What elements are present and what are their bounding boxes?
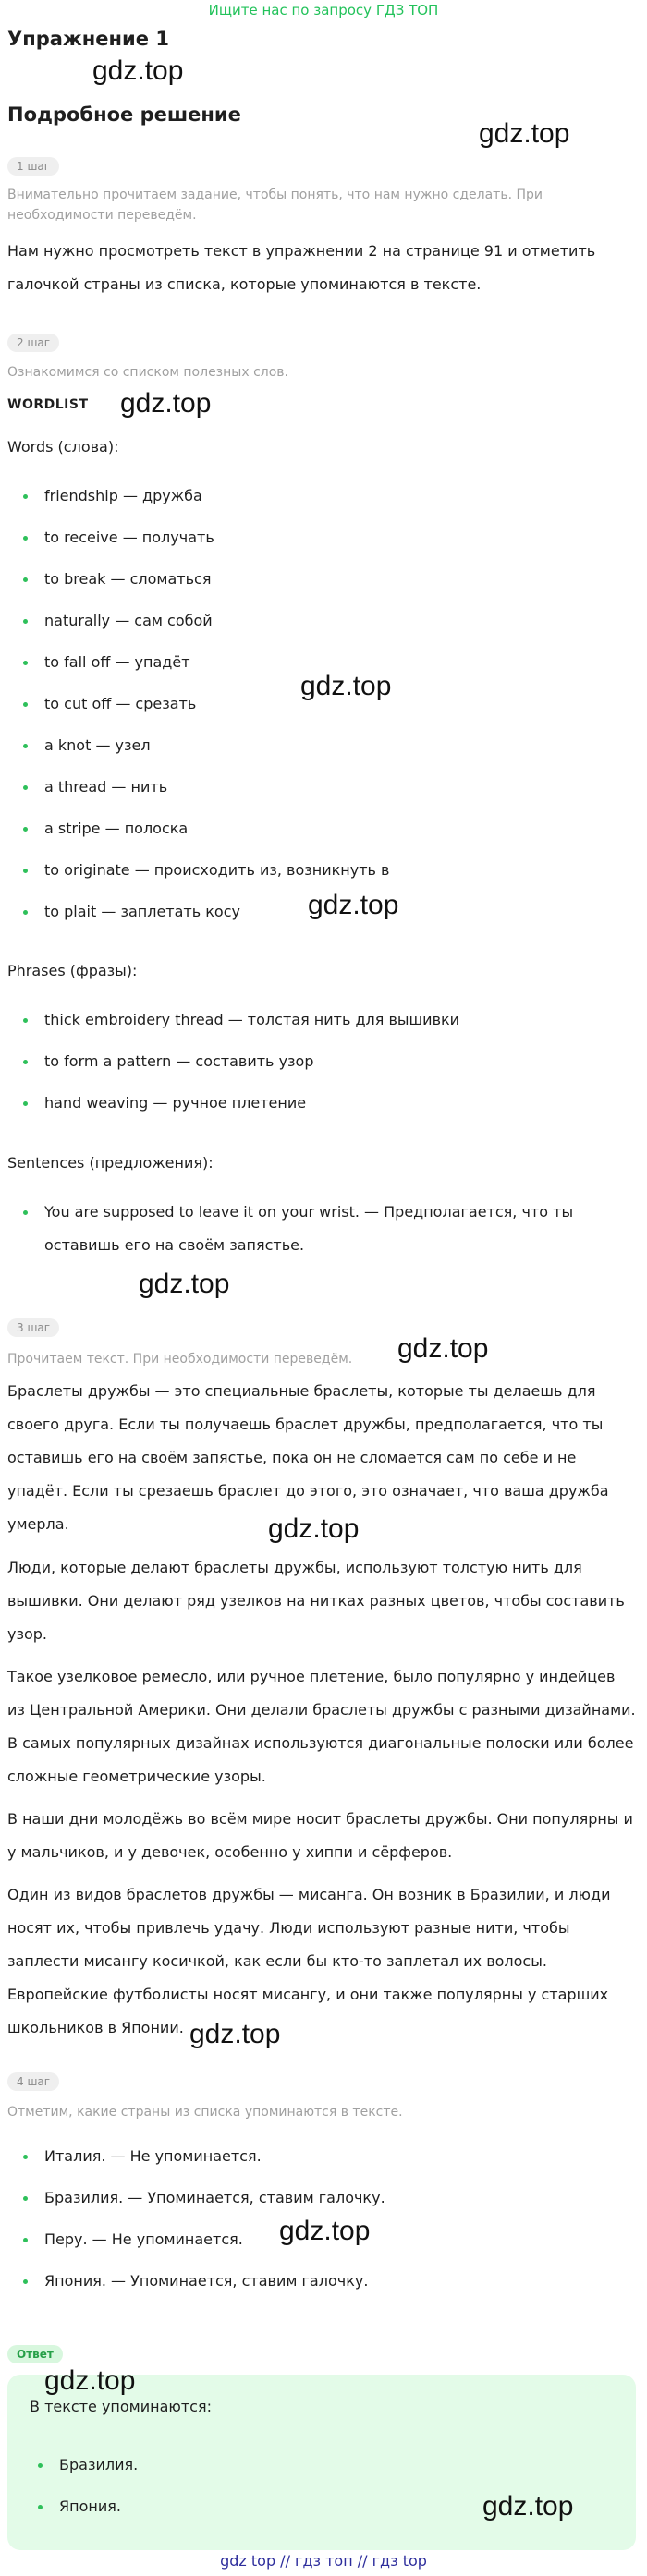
- list-item: a stripe — полоска: [7, 812, 636, 854]
- promo-banner: Ищите нас по запросу ГДЗ ТОП: [208, 2, 439, 18]
- watermark: gdz.top: [92, 55, 184, 86]
- list-item: Бразилия.: [22, 2448, 614, 2490]
- watermark: gdz.top: [139, 1269, 230, 1299]
- watermark: gdz.top: [268, 1513, 360, 1544]
- wordlist-heading: WORDLIST: [7, 397, 89, 412]
- list-item: thick embroidery thread — толстая нить для вышивки: [7, 1003, 636, 1045]
- list-item: friendship — дружба: [7, 480, 636, 521]
- watermark: gdz.top: [397, 1333, 489, 1364]
- phrases-heading: Phrases (фразы):: [7, 962, 138, 979]
- section-title: Подробное решение: [7, 103, 241, 126]
- watermark: gdz.top: [482, 2491, 574, 2521]
- list-item: You are supposed to leave it on your wrist. — Предполагается, что ты оставишь его на своём запястье.: [7, 1196, 636, 1262]
- watermark: gdz.top: [479, 118, 570, 149]
- phrases-list: [7, 1003, 636, 1128]
- list-item: to form a pattern — составить узор: [7, 1045, 636, 1087]
- sentences-heading: Sentences (предложения):: [7, 1154, 214, 1172]
- list-item: to cut off — срезать: [7, 687, 636, 729]
- list-item: hand weaving — ручное плетение: [7, 1087, 636, 1128]
- list-item: to plait — заплетать косу: [7, 895, 636, 937]
- list-item: Япония. — Упоминается, ставим галочку.: [7, 2265, 636, 2306]
- watermark: gdz.top: [279, 2216, 371, 2246]
- list-item: Перу. — Не упоминается.: [7, 2223, 636, 2265]
- step-hint: Ознакомимся со списком полезных слов.: [7, 365, 288, 380]
- list-item: naturally — сам собой: [7, 604, 636, 646]
- list-item: Бразилия. — Упоминается, ставим галочку.: [7, 2181, 636, 2223]
- paragraph: Люди, которые делают браслеты дружбы, используют толстую нить для вышивки. Они делают ряд узелков на нитках разных цветов, чтобы составить узор.: [7, 1559, 625, 1643]
- list-item: to break — сломаться: [7, 563, 636, 604]
- sentences-list: [7, 1196, 636, 1262]
- watermark: gdz.top: [300, 671, 392, 701]
- watermark: gdz.top: [120, 388, 212, 419]
- words-heading: Words (слова):: [7, 438, 119, 456]
- list-item: a knot — узел: [7, 729, 636, 771]
- paragraph: Такое узелковое ремесло, или ручное плетение, было популярно у индейцев из Центральной Америки. Они делали браслеты дружбы с разными дизайнами. В самых популярных дизайнах используются диагональные полоски или более сложные геометрические узоры.: [7, 1668, 636, 1785]
- answer-badge: Ответ: [7, 2345, 63, 2363]
- list-item: Япония.: [22, 2490, 614, 2532]
- step-badge: 1 шаг: [7, 157, 59, 176]
- footer-links[interactable]: gdz top // гдз топ // гдз top: [220, 2552, 427, 2570]
- answer-box: [7, 2375, 636, 2550]
- paragraph: Один из видов браслетов дружбы — мисанга. Он возник в Бразилии, и люди носят их, чтобы привлечь удачу. Люди используют разные нити, чтобы заплести мисангу косичкой, как если бы кто-то заплетал их волосы. Европейские футболисты носят мисангу, и они также популярны у старших школьников в Японии.: [7, 1886, 611, 2036]
- list-item: a thread — нить: [7, 771, 636, 812]
- list-item: to fall off — упадёт: [7, 646, 636, 687]
- list-item: to originate — происходить из, возникнуть в: [7, 854, 636, 895]
- paragraph: В наши дни молодёжь во всём мире носит браслеты дружбы. Они популярны и у мальчиков, и у девочек, особенно у хиппи и сёрферов.: [7, 1810, 633, 1861]
- page-title: Упражнение 1: [7, 28, 169, 50]
- list-item: Италия. — Не упоминается.: [7, 2140, 636, 2181]
- step-hint: Отметим, какие страны из списка упоминаются в тексте.: [7, 2105, 403, 2120]
- watermark: gdz.top: [189, 2019, 281, 2049]
- step-badge: 2 шаг: [7, 334, 59, 352]
- answer-lead: В тексте упоминаются:: [30, 2398, 212, 2415]
- step-badge: 4 шаг: [7, 2072, 59, 2091]
- step-hint: Прочитаем текст. При необходимости переведём.: [7, 1352, 353, 1367]
- step-hint: Внимательно прочитаем задание, чтобы понять, что нам нужно сделать. При необходимости переведём.: [7, 188, 543, 223]
- watermark: gdz.top: [44, 2365, 136, 2396]
- step-badge: 3 шаг: [7, 1318, 59, 1337]
- step-text: Нам нужно просмотреть текст в упражнении 2 на странице 91 и отметить галочкой страны из списка, которые упоминаются в тексте.: [7, 242, 596, 293]
- paragraph: Браслеты дружбы — это специальные браслеты, которые ты делаешь для своего друга. Если ты получаешь браслет дружбы, предполагается, что ты оставишь его на своём запястье, пока он не сломается сам по себе и не упадёт. Если ты срезаешь браслет до этого, это означает, что ваша дружба умерла.: [7, 1382, 609, 1533]
- words-list: [7, 480, 636, 937]
- watermark: gdz.top: [308, 890, 399, 920]
- list-item: to receive — получать: [7, 521, 636, 563]
